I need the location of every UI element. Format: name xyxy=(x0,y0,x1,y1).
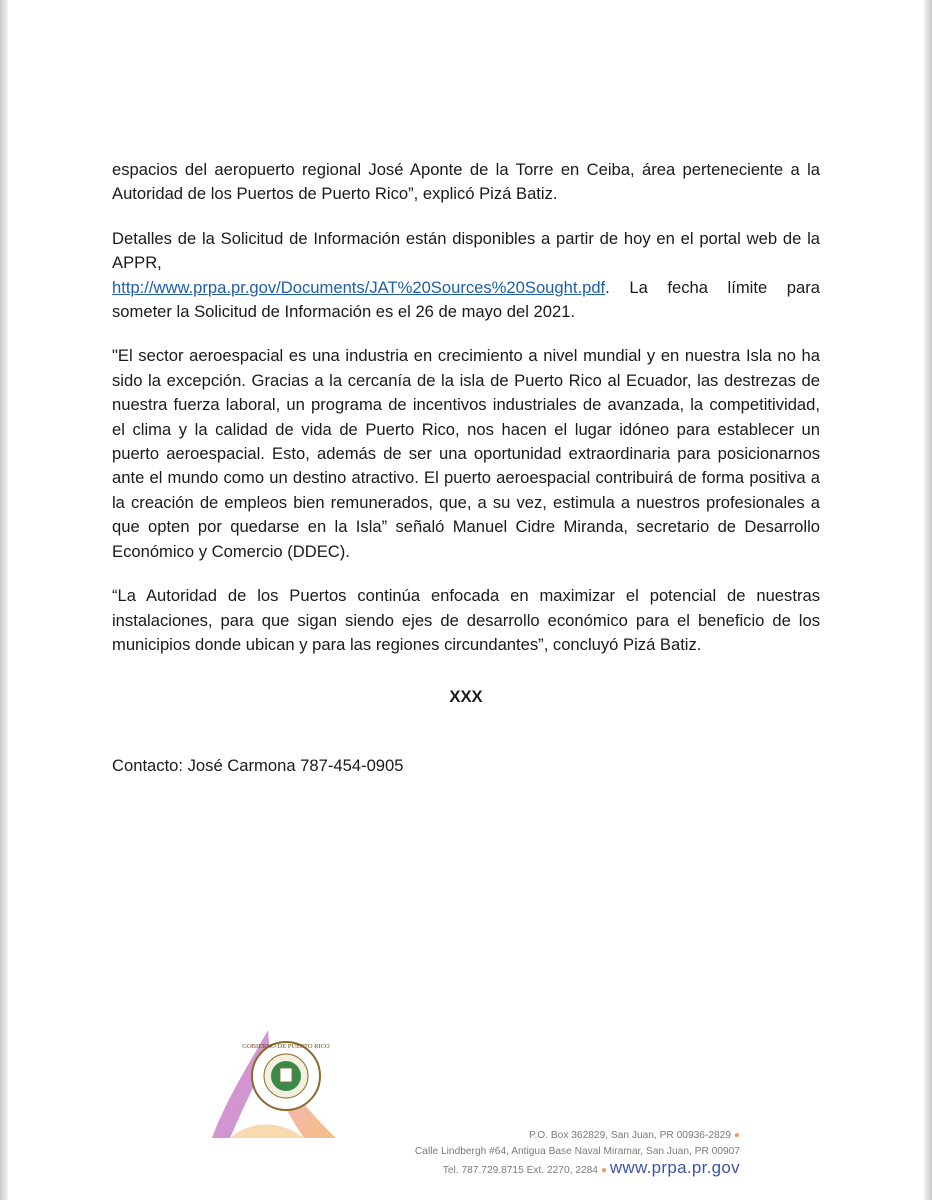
bullet-dot: ● xyxy=(600,1165,607,1176)
solicitud-link[interactable]: http://www.prpa.pr.gov/Documents/JAT%20Sources%20Sought.pdf xyxy=(112,277,606,297)
paragraph-3: "El sector aeroespacial es una industria en crecimiento a nivel mundial y en nuestra Isla no ha sido la excepción. Gracias a la cercanía de la isla de Puerto Rico al Ecuador, las destrezas de nuestra fuerza laboral, un programa de incentivos industriales de avanzada, la competitividad, el clima y la calidad de vida de Puerto Rico, nos hacen el lugar idóneo para establecer un puerto aeroespacial. Esto, además de ser una oportunidad extraordinaria para posicionarnos ante el mundo como un destino atractivo. El puerto aeroespacial contribuirá de forma positiva a la creación de empleos bien remunerados, que, a su vez, estimula a nuestros profesionales a que opten por quedarse en la Isla” señaló Manuel Cidre Miranda, secretario de Desarrollo Económico y Comercio (DDEC). xyxy=(112,346,820,561)
paragraph-1: espacios del aeropuerto regional José Aponte de la Torre en Ceiba, área perteneciente a la Autoridad de los Puertos de Puerto Rico”, explicó Pizá Batiz. xyxy=(112,160,820,204)
page-edge-left xyxy=(0,0,8,1200)
footer-po-box: P.O. Box 362829, San Juan, PR 00936-2829 ● xyxy=(528,1130,740,1141)
footer-phone: Tel. 787.729.8715 Ext. 2270, 2284 xyxy=(442,1165,598,1176)
paragraph-2-tail: . La fecha límite para someter la Solicitud de Información es el 26 de mayo del 2021. xyxy=(112,277,820,322)
bullet-dot: ● xyxy=(733,1130,740,1141)
footer-contact-row xyxy=(380,1160,740,1179)
page-edge-right xyxy=(924,0,932,1200)
logo-base xyxy=(230,1124,304,1138)
contact-line: Contacto: José Carmona 787-454-0905 xyxy=(112,755,404,775)
end-mark: XXX xyxy=(449,687,483,707)
paragraph-4: “La Autoridad de los Puertos continúa enfocada en maximizar el potencial de nuestras instalaciones, para que sigan siendo ejes de desarrollo económico para el beneficio de los municipios donde ubican y para las regiones circundantes”, concluyó Pizá Batiz. xyxy=(112,586,820,654)
svg-text:GOBIERNO DE PUERTO RICO: GOBIERNO DE PUERTO RICO xyxy=(242,1043,330,1050)
footer xyxy=(380,1128,740,1179)
prpa-logo xyxy=(208,1026,340,1142)
paragraph-2-text: Detalles de la Solicitud de Información están disponibles a partir de hoy en el portal web de la APPR, xyxy=(112,228,820,273)
footer-address: Calle Lindbergh #64, Antigua Base Naval Miramar, San Juan, PR 00907 xyxy=(414,1146,740,1157)
document-body xyxy=(112,158,820,798)
paragraph-2 xyxy=(112,227,820,325)
footer-website[interactable]: www.prpa.pr.gov xyxy=(609,1158,740,1177)
